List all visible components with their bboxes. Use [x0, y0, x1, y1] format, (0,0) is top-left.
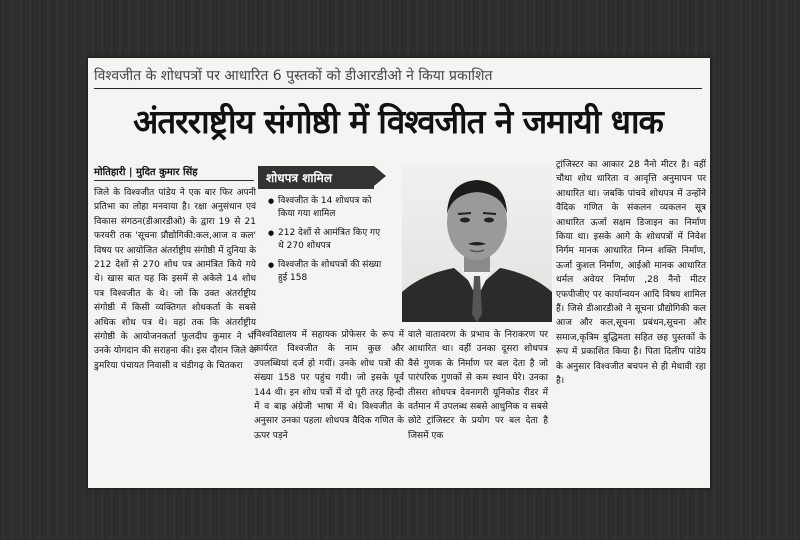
headline: अंतरराष्ट्रीय संगोष्ठी में विश्वजीत ने जमायी धाक: [133, 102, 663, 141]
highlight-item: ● विश्वजीत के 14 शोधपत्र को किया गया शामिल: [268, 195, 386, 221]
newspaper-clipping: [88, 58, 710, 488]
highlight-item: ● विश्वजीत के शोधपत्रों की संख्या हुई 158: [268, 259, 386, 285]
highlights-box-title: शोधपत्र शामिल: [258, 166, 374, 189]
portrait-photo: [402, 164, 552, 322]
highlights-box: [258, 166, 386, 326]
byline-divider: [94, 180, 254, 181]
article-column-1: जिले के विश्वजीत पांडेय ने एक बार फिर अपनी प्रतिभा का लोहा मनवाया है। रक्षा अनुसंधान एवं विकास संगठन(डीआरडीओ) के द्वारा 19 से 21 फरवरी तक 'सूचना प्रौद्योगिकी:कल,आज व कल' विषय पर आयोजित अंतर्राष्ट्रीय संगोष्ठी में दुनिया के 212 देशों से 270 शोध पत्र आमंत्रित किये गये थे। खास बात यह कि इसमें से अकेले 14 शोध पत्र विश्वजीत के थे। जो कि उक्त अंतर्राष्ट्रीय संगोष्ठी में किसी व्यक्तिगत शोधकर्ता के सबसे अधिक शोध पत्र थे। वहां तक कि अंतर्राष्ट्रीय संगोष्ठी के आयोजनकर्ता फुलदीप कुमार ने भी उनके योगदान की सराहना की। इस दौरान जिले के डुमरिया पंचायत निवासी व चंडीगढ़ के चितकरा: [94, 188, 256, 371]
article-column-3: वाले वातावरण के प्रभाव के निराकरण पर आधारित था। वहीं उनका दूसरा शोधपत्र वैसे गुणक के निर्माण पर बल देता है जो पारंपरिक गुणकों से कम स्थान घेरे। उनका तीसरा शोधपत्र देवनागरी यूनिकोड रीडर में वर्तमान में उपलब्ध सबसे आधुनिक व सबसे छोटे ट्रांजिस्टर के प्रयोग पर बल देता है जिसमें एक: [408, 330, 548, 441]
article-column-2: विश्वविद्यालय में सहायक प्रोफेसर के रूप में कार्यरत विश्वजीत के नाम कुछ और उपलब्धियां दर्ज हो गयीं। उनके शोध पत्रों की संख्या 158 पर पहुंच गयी। जो इसके पूर्व 144 थी। इन शोध पत्रों में दो पूरी तरह हिन्दी में व बाह्र अंग्रेजी भाषा में थे। विश्वजीत के अनुसार उनका पहला शोधपत्र वैदिक गणित के ऊपर पड़ने: [254, 330, 404, 441]
article-column-4: ट्रांजिस्टर का आकार 28 नैनो मीटर है। वहीं चौथा शोध धारिता व आवृत्ति अनुमापन पर आधारित था। जबकि पांचवे शोधपत्र में उन्होंने वैदिक गणित के संकलन व्यकलन सूत्र आधारित ऊर्जा सक्षम डिजाइन का निर्माण किया था। इसके आगे के शोधपत्रों में निवेश निर्गम मानक आधारित निम्न शक्ति निर्माण, ऊर्जा कुशल निर्माण, आईओ मानक आधारित थर्मल अवेयर निर्माण ,28 नैनो मीटर एफपीजीए पर कार्यान्वयन आदि विषय शामिल हैं। जिसे डीआरडीओ ने सूचना प्रौद्योगिकी कल आज और कल,सूचना प्रबंधन,सूचना और समाज,कृत्रिम बुद्धिमता सहित छह पुस्तकों के रूप में प्रकाशित किया है। पिता दिलीप पांडेय के अनुसार विश्वजीत बचपन से ही मेधावी रहा है।: [556, 160, 706, 387]
portrait-illustration: [402, 164, 552, 322]
highlight-item: ● 212 देशों से आमंत्रित किए गए थे 270 शोधपत्र: [268, 227, 386, 253]
kicker-line: विश्वजीत के शोधपत्रों पर आधारित 6 पुस्तकों को डीआरडीओ ने किया प्रकाशित: [94, 66, 702, 89]
byline: मोतिहारी | मुदित कुमार सिंह: [94, 167, 198, 178]
